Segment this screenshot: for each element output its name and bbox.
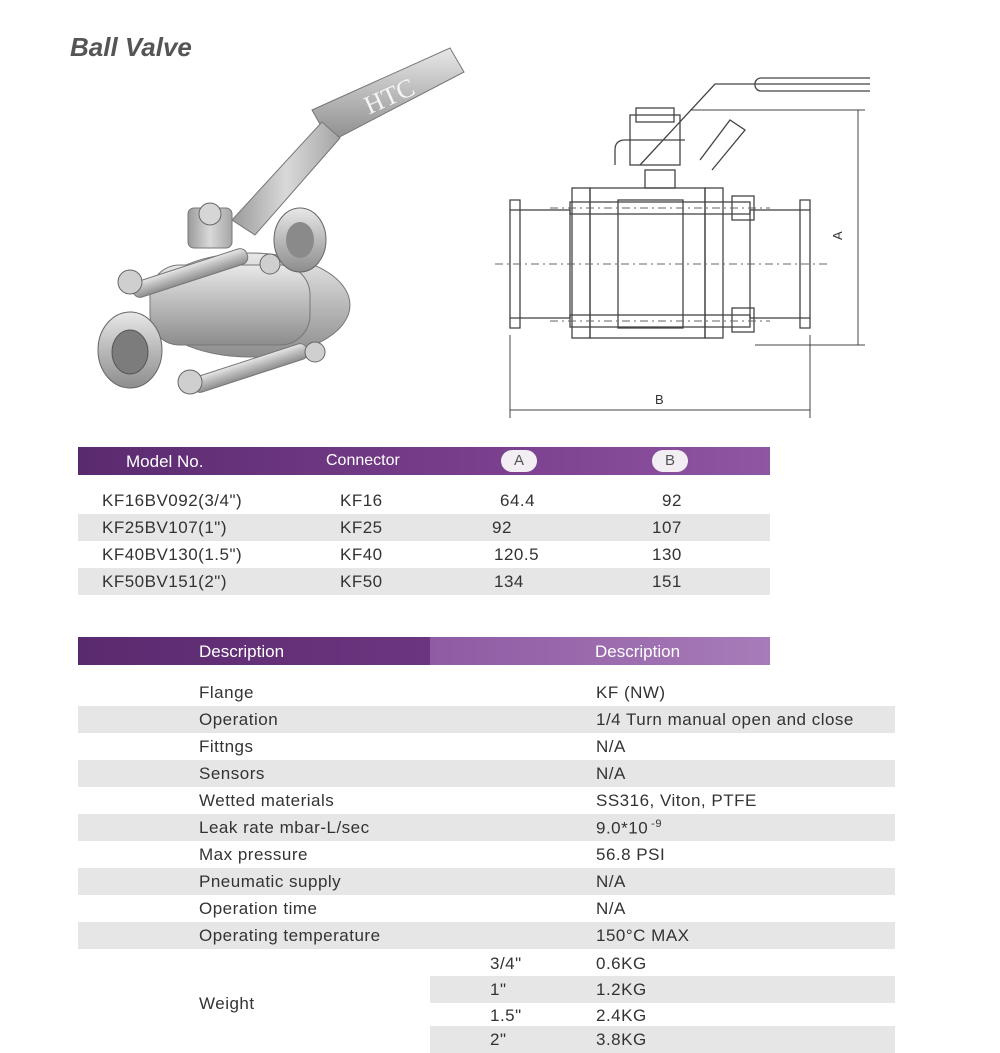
spec-table-header: [78, 447, 770, 475]
description-header-left: Description: [78, 637, 430, 665]
dimension-b-label: B: [655, 392, 664, 407]
connector-column-header: Connector: [326, 452, 400, 469]
weight-row: 1" 1.2KG: [430, 976, 895, 1003]
description-header-right: Description: [430, 637, 770, 665]
table-row: Pneumatic supply N/A: [78, 868, 895, 895]
b-column-header: B: [652, 450, 688, 472]
handle-marking: HTC: [359, 72, 419, 121]
table-row: Leak rate mbar-L/sec 9.0*10 $^{-9}$: [78, 814, 895, 841]
table-row: KF25BV107(1") KF25 92 107: [78, 514, 770, 541]
weight-row: 2" 3.8KG: [430, 1026, 895, 1053]
leak-rate-value: 9.0*10 $^{-9}$: [596, 818, 662, 838]
model-column-header: Model No.: [126, 452, 204, 471]
ball-valve-photo: [90, 30, 480, 410]
table-row: Fittngs N/A: [199, 737, 626, 756]
weight-row: 3/4" 0.6KG: [490, 954, 647, 973]
page-title: Ball Valve: [70, 32, 192, 62]
table-row: KF50BV151(2") KF50 134 151: [78, 568, 770, 595]
a-column-header: A: [501, 450, 537, 472]
weight-label: Weight: [199, 994, 255, 1013]
table-row: KF16BV092(3/4") KF16 64.4 92: [102, 491, 682, 510]
dimension-drawing: [490, 70, 870, 430]
table-row: Operation time N/A: [199, 899, 626, 918]
table-row: Operation 1/4 Turn manual open and close: [78, 706, 895, 733]
table-row: Wetted materials SS316, Viton, PTFE: [199, 791, 757, 810]
table-row: Flange KF (NW): [199, 683, 666, 702]
dimension-a-label: A: [830, 231, 845, 240]
table-row: KF40BV130(1.5") KF40 120.5 130: [102, 545, 682, 564]
table-row: Operating temperature 150°C MAX: [78, 922, 895, 949]
table-row: Sensors N/A: [78, 760, 895, 787]
table-row: Max pressure 56.8 PSI: [199, 845, 666, 864]
weight-row: 1.5" 2.4KG: [490, 1006, 647, 1025]
